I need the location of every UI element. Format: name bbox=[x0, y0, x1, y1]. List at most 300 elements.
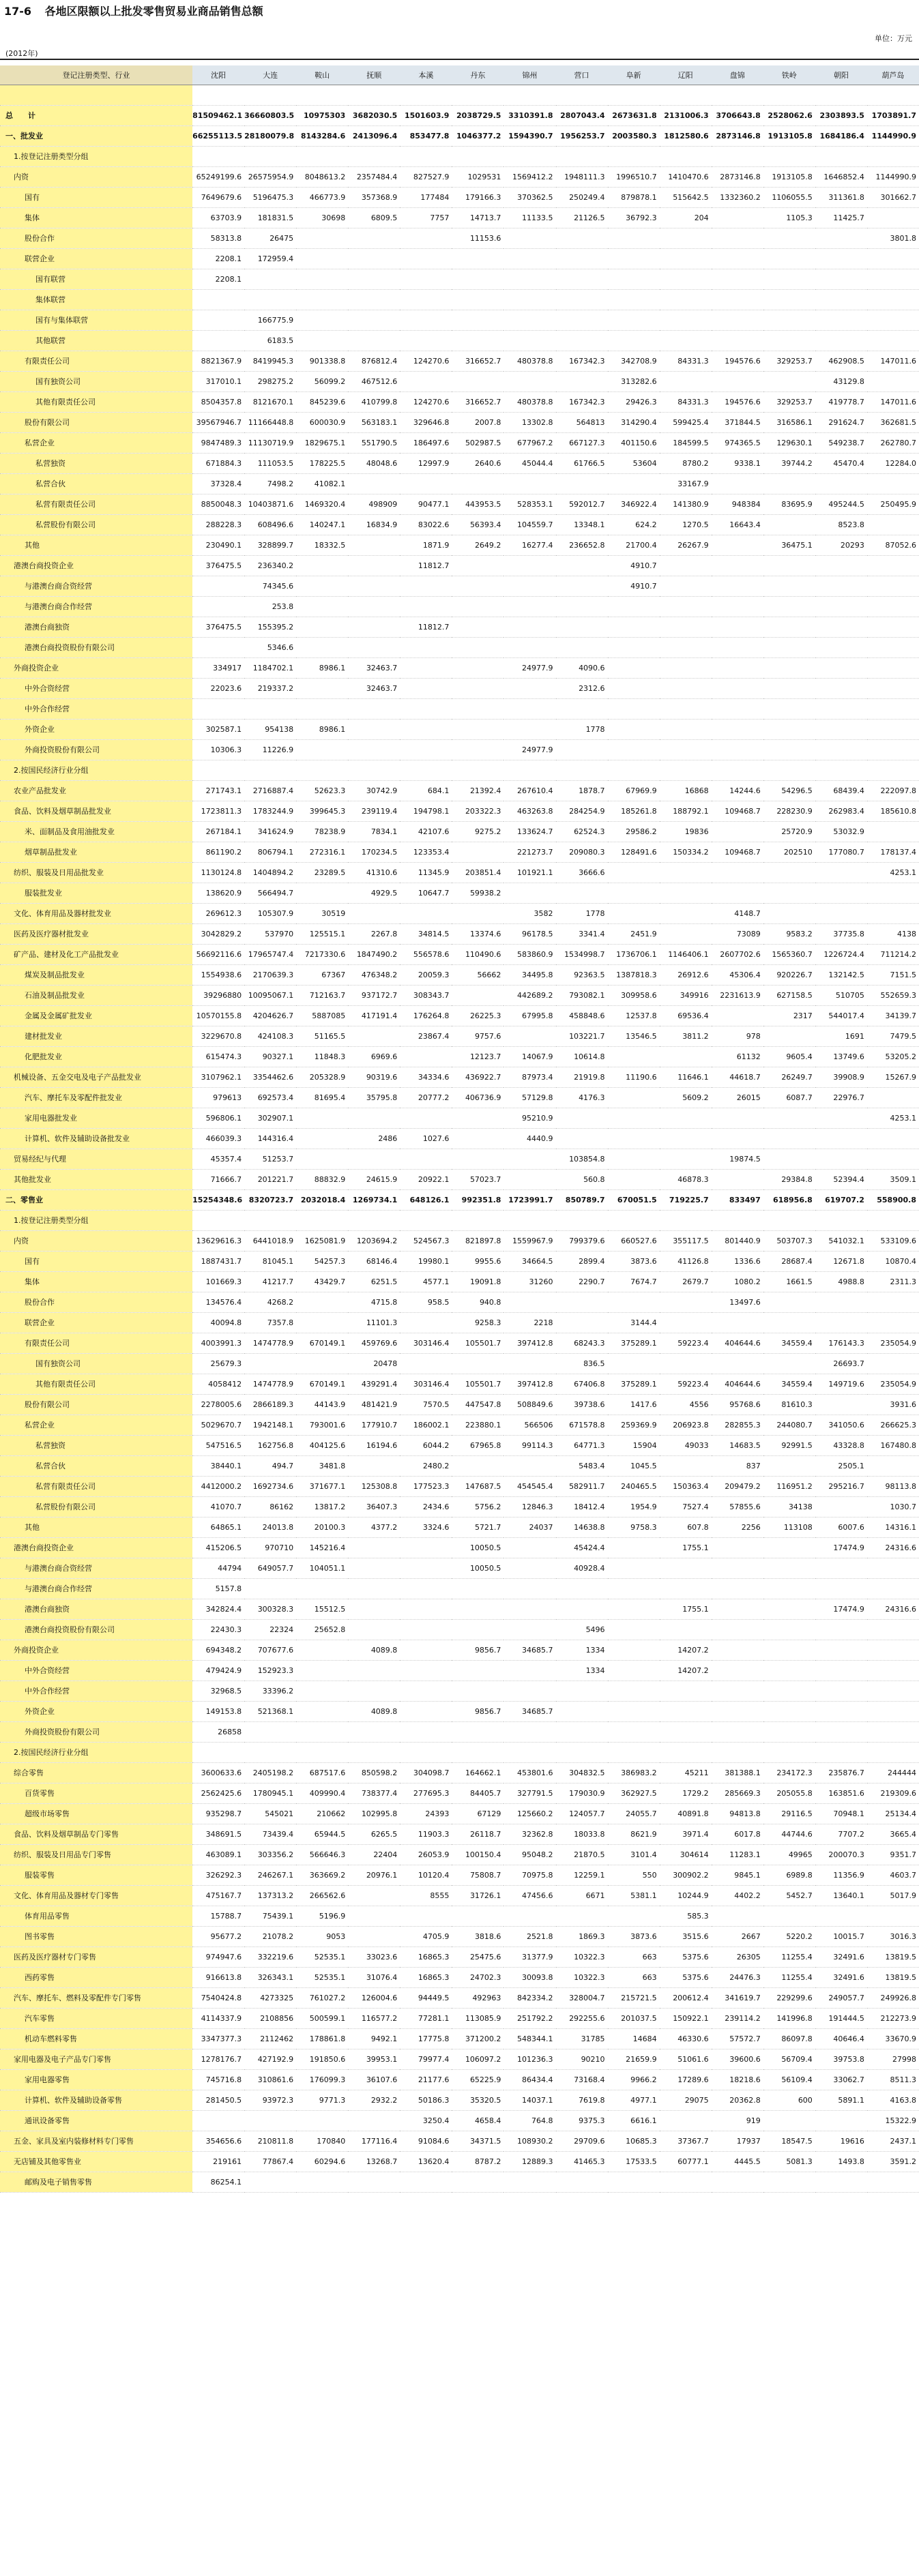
value-cell: 1887431.7 bbox=[192, 1252, 244, 1272]
value-cell bbox=[815, 720, 867, 740]
row-label: 国有独资公司 bbox=[0, 1354, 192, 1374]
value-cell bbox=[192, 760, 244, 781]
value-cell: 524567.3 bbox=[400, 1231, 452, 1252]
value-cell bbox=[556, 638, 608, 658]
value-cell: 948384 bbox=[712, 494, 763, 515]
value-cell: 177484 bbox=[400, 188, 452, 208]
value-cell: 5887085 bbox=[296, 1006, 348, 1026]
value-cell: 16194.6 bbox=[348, 1436, 400, 1456]
value-cell: 17474.9 bbox=[815, 1599, 867, 1620]
value-cell: 21177.6 bbox=[400, 2070, 452, 2090]
value-cell bbox=[452, 1211, 504, 1231]
value-cell: 3481.8 bbox=[296, 1456, 348, 1477]
value-cell bbox=[556, 1743, 608, 1763]
value-cell: 9492.1 bbox=[348, 2029, 400, 2049]
value-cell: 2038729.5 bbox=[452, 106, 504, 126]
value-cell bbox=[244, 699, 296, 720]
value-cell bbox=[867, 1620, 919, 1640]
value-cell bbox=[867, 208, 919, 228]
value-cell: 2405198.2 bbox=[244, 1763, 296, 1783]
table-row bbox=[0, 1190, 919, 1211]
value-cell: 11903.3 bbox=[400, 1824, 452, 1845]
row-label: 1.按登记注册类型分组 bbox=[0, 147, 192, 167]
value-cell bbox=[660, 1558, 712, 1579]
value-cell: 309958.6 bbox=[608, 986, 660, 1006]
table-row bbox=[0, 1211, 919, 1231]
value-cell bbox=[660, 1149, 712, 1170]
value-cell bbox=[815, 679, 867, 699]
table-row bbox=[0, 1108, 919, 1129]
value-cell bbox=[712, 2172, 763, 2193]
value-cell bbox=[660, 2111, 712, 2131]
table-row bbox=[0, 290, 919, 310]
value-cell: 90327.1 bbox=[244, 1047, 296, 1067]
value-cell: 29426.3 bbox=[608, 392, 660, 413]
value-cell: 1105.3 bbox=[763, 208, 815, 228]
row-label: 股份合作 bbox=[0, 1292, 192, 1313]
value-cell: 181831.5 bbox=[244, 208, 296, 228]
value-cell: 24702.3 bbox=[452, 1968, 504, 1988]
row-label: 私营独资 bbox=[0, 1436, 192, 1456]
value-cell bbox=[815, 1743, 867, 1763]
table-row bbox=[0, 1231, 919, 1252]
table-row bbox=[0, 1354, 919, 1374]
value-cell bbox=[660, 924, 712, 945]
table-row bbox=[0, 310, 919, 331]
value-cell: 3873.6 bbox=[608, 1252, 660, 1272]
value-cell: 14638.8 bbox=[556, 1518, 608, 1538]
value-cell: 51253.7 bbox=[244, 1149, 296, 1170]
value-cell bbox=[348, 1620, 400, 1640]
value-cell: 95768.6 bbox=[712, 1395, 763, 1415]
value-cell: 113085.9 bbox=[452, 2009, 504, 2029]
value-cell bbox=[556, 1129, 608, 1149]
value-cell: 34495.8 bbox=[504, 965, 555, 986]
value-cell: 210662 bbox=[296, 1804, 348, 1824]
row-label: 西药零售 bbox=[0, 1968, 192, 1988]
value-cell: 876812.4 bbox=[348, 351, 400, 372]
value-cell bbox=[660, 1620, 712, 1640]
value-cell: 1829675.1 bbox=[296, 433, 348, 454]
row-label: 汽车、摩托车及零配件批发业 bbox=[0, 1088, 192, 1108]
table-row bbox=[0, 945, 919, 965]
value-cell: 6251.5 bbox=[348, 1272, 400, 1292]
value-cell bbox=[296, 228, 348, 249]
value-cell: 10120.4 bbox=[400, 1865, 452, 1886]
value-cell: 2673631.8 bbox=[608, 106, 660, 126]
value-cell: 24055.7 bbox=[608, 1804, 660, 1824]
value-cell: 137313.2 bbox=[244, 1886, 296, 1906]
value-cell: 4603.7 bbox=[867, 1865, 919, 1886]
value-cell: 235876.7 bbox=[815, 1763, 867, 1783]
value-cell: 16868 bbox=[660, 781, 712, 801]
table-row bbox=[0, 249, 919, 269]
value-cell bbox=[815, 1129, 867, 1149]
value-cell: 551790.5 bbox=[348, 433, 400, 454]
value-cell: 8621.9 bbox=[608, 1824, 660, 1845]
row-label: 石油及制品批发业 bbox=[0, 986, 192, 1006]
value-cell: 10050.5 bbox=[452, 1558, 504, 1579]
row-label: 港澳台商独资 bbox=[0, 1599, 192, 1620]
value-cell: 152923.3 bbox=[244, 1661, 296, 1681]
value-cell bbox=[712, 535, 763, 556]
value-cell: 302907.1 bbox=[244, 1108, 296, 1129]
value-cell bbox=[556, 2172, 608, 2193]
value-cell: 36792.3 bbox=[608, 208, 660, 228]
value-cell: 25679.3 bbox=[192, 1354, 244, 1374]
value-cell: 311361.8 bbox=[815, 188, 867, 208]
value-cell: 39600.6 bbox=[712, 2049, 763, 2070]
value-cell bbox=[763, 515, 815, 535]
value-cell bbox=[296, 2172, 348, 2193]
value-cell: 648126.1 bbox=[400, 1190, 452, 1211]
value-cell: 35320.5 bbox=[452, 2090, 504, 2111]
value-cell: 56099.2 bbox=[296, 372, 348, 392]
value-cell bbox=[867, 883, 919, 904]
value-cell: 244444 bbox=[867, 1763, 919, 1783]
value-cell: 34685.7 bbox=[504, 1702, 555, 1722]
value-cell: 304098.7 bbox=[400, 1763, 452, 1783]
value-cell bbox=[867, 699, 919, 720]
value-cell: 17937 bbox=[712, 2131, 763, 2152]
value-cell bbox=[660, 147, 712, 167]
value-cell: 1410470.6 bbox=[660, 167, 712, 188]
value-cell: 5029670.7 bbox=[192, 1415, 244, 1436]
value-cell: 618956.8 bbox=[763, 1190, 815, 1211]
value-cell: 30519 bbox=[296, 904, 348, 924]
column-header-city: 阜新 bbox=[608, 65, 660, 85]
row-label: 中外合作经营 bbox=[0, 1681, 192, 1702]
table-row bbox=[0, 822, 919, 842]
value-cell: 170840 bbox=[296, 2131, 348, 2152]
value-cell bbox=[867, 576, 919, 597]
value-cell bbox=[815, 1313, 867, 1333]
value-cell: 1847490.2 bbox=[348, 945, 400, 965]
value-cell: 3101.4 bbox=[608, 1845, 660, 1865]
value-cell: 9847489.3 bbox=[192, 433, 244, 454]
value-cell bbox=[712, 1313, 763, 1333]
value-cell: 1203694.2 bbox=[348, 1231, 400, 1252]
value-cell: 32463.7 bbox=[348, 658, 400, 679]
value-cell: 53205.2 bbox=[867, 1047, 919, 1067]
table-row bbox=[0, 2070, 919, 2090]
value-cell: 304832.5 bbox=[556, 1763, 608, 1783]
table-row bbox=[0, 1620, 919, 1640]
value-cell bbox=[400, 249, 452, 269]
value-cell: 1956253.7 bbox=[556, 126, 608, 147]
value-cell: 9845.1 bbox=[712, 1865, 763, 1886]
value-cell bbox=[348, 617, 400, 638]
value-cell: 548344.1 bbox=[504, 2029, 555, 2049]
value-cell: 845239.6 bbox=[296, 392, 348, 413]
value-cell bbox=[763, 1211, 815, 1231]
value-cell: 566646.3 bbox=[296, 1845, 348, 1865]
value-cell: 64865.1 bbox=[192, 1518, 244, 1538]
value-cell bbox=[452, 310, 504, 331]
value-cell: 90319.6 bbox=[348, 1067, 400, 1088]
value-cell: 266625.3 bbox=[867, 1415, 919, 1436]
value-cell: 269612.3 bbox=[192, 904, 244, 924]
value-cell: 566506 bbox=[504, 1415, 555, 1436]
value-cell bbox=[815, 863, 867, 883]
value-cell: 9955.6 bbox=[452, 1252, 504, 1272]
value-cell bbox=[712, 1170, 763, 1190]
table-row bbox=[0, 576, 919, 597]
value-cell bbox=[608, 1702, 660, 1722]
value-cell bbox=[400, 1538, 452, 1558]
value-cell: 454545.4 bbox=[504, 1477, 555, 1497]
value-cell bbox=[763, 1743, 815, 1763]
value-cell bbox=[608, 863, 660, 883]
row-label: 家用电器零售 bbox=[0, 2070, 192, 2090]
value-cell bbox=[452, 699, 504, 720]
value-cell: 177523.3 bbox=[400, 1477, 452, 1497]
table-row bbox=[0, 372, 919, 392]
value-cell: 1755.1 bbox=[660, 1538, 712, 1558]
value-cell: 69536.4 bbox=[660, 1006, 712, 1026]
value-cell bbox=[504, 1292, 555, 1313]
value-cell bbox=[296, 331, 348, 351]
value-cell: 10403871.6 bbox=[244, 494, 296, 515]
value-cell bbox=[504, 1211, 555, 1231]
value-cell bbox=[504, 1538, 555, 1558]
value-cell: 712163.7 bbox=[296, 986, 348, 1006]
value-cell: 624.2 bbox=[608, 515, 660, 535]
value-cell: 155395.2 bbox=[244, 617, 296, 638]
value-cell: 992351.8 bbox=[452, 1190, 504, 1211]
value-cell bbox=[452, 556, 504, 576]
value-cell: 3310391.8 bbox=[504, 106, 555, 126]
value-cell: 4114337.9 bbox=[192, 2009, 244, 2029]
value-cell: 31076.4 bbox=[348, 1968, 400, 1988]
value-cell: 40928.4 bbox=[556, 1558, 608, 1579]
value-cell: 235054.9 bbox=[867, 1374, 919, 1395]
value-cell bbox=[348, 576, 400, 597]
value-cell: 105501.7 bbox=[452, 1333, 504, 1354]
value-cell: 821897.8 bbox=[452, 1231, 504, 1252]
value-cell: 70975.8 bbox=[504, 1865, 555, 1886]
row-label: 医药及医疗器材批发业 bbox=[0, 924, 192, 945]
value-cell: 2170639.3 bbox=[244, 965, 296, 986]
value-cell: 144316.4 bbox=[244, 1129, 296, 1149]
value-cell: 94813.8 bbox=[712, 1804, 763, 1824]
row-label: 内资 bbox=[0, 167, 192, 188]
value-cell: 7674.7 bbox=[608, 1272, 660, 1292]
value-cell bbox=[296, 1354, 348, 1374]
value-cell bbox=[244, 147, 296, 167]
value-cell bbox=[867, 1088, 919, 1108]
value-cell bbox=[712, 863, 763, 883]
value-cell: 2267.8 bbox=[348, 924, 400, 945]
value-cell: 2451.9 bbox=[608, 924, 660, 945]
value-cell bbox=[712, 1681, 763, 1702]
value-cell: 19836 bbox=[660, 822, 712, 842]
value-cell: 250249.4 bbox=[556, 188, 608, 208]
value-cell: 98113.8 bbox=[867, 1477, 919, 1497]
value-cell bbox=[400, 740, 452, 760]
value-cell: 10975303 bbox=[296, 106, 348, 126]
row-label: 港澳台商投资股份有限公司 bbox=[0, 638, 192, 658]
value-cell: 419778.7 bbox=[815, 392, 867, 413]
value-cell bbox=[660, 1743, 712, 1763]
value-cell: 178225.5 bbox=[296, 454, 348, 474]
value-cell bbox=[400, 1722, 452, 1743]
table-row bbox=[0, 1702, 919, 1722]
value-cell: 93972.3 bbox=[244, 2090, 296, 2111]
value-cell: 12671.8 bbox=[815, 1252, 867, 1272]
row-label: 中外合作经营 bbox=[0, 699, 192, 720]
value-cell: 65225.9 bbox=[452, 2070, 504, 2090]
value-cell: 8986.1 bbox=[296, 658, 348, 679]
row-label: 超级市场零售 bbox=[0, 1804, 192, 1824]
value-cell: 4138 bbox=[867, 924, 919, 945]
value-cell bbox=[348, 1722, 400, 1743]
value-cell: 3706643.8 bbox=[712, 106, 763, 126]
value-cell: 8419945.3 bbox=[244, 351, 296, 372]
value-cell bbox=[400, 597, 452, 617]
table-row bbox=[0, 188, 919, 208]
value-cell bbox=[763, 617, 815, 638]
value-cell bbox=[815, 1558, 867, 1579]
value-cell: 47456.6 bbox=[504, 1886, 555, 1906]
value-cell: 219309.6 bbox=[867, 1783, 919, 1804]
value-cell: 585.3 bbox=[660, 1906, 712, 1927]
value-cell bbox=[608, 1538, 660, 1558]
value-cell bbox=[348, 597, 400, 617]
value-cell: 15788.7 bbox=[192, 1906, 244, 1927]
value-cell: 4577.1 bbox=[400, 1272, 452, 1292]
value-cell: 6007.6 bbox=[815, 1518, 867, 1538]
row-label: 其他 bbox=[0, 535, 192, 556]
value-cell: 11646.1 bbox=[660, 1067, 712, 1088]
value-cell bbox=[815, 699, 867, 720]
value-cell: 1106055.5 bbox=[763, 188, 815, 208]
value-cell: 563183.1 bbox=[348, 413, 400, 433]
table-row bbox=[0, 1129, 919, 1149]
table-row bbox=[0, 1292, 919, 1313]
table-row bbox=[0, 1763, 919, 1783]
value-cell: 8121670.1 bbox=[244, 392, 296, 413]
table-row bbox=[0, 1252, 919, 1272]
value-cell: 3931.6 bbox=[867, 1395, 919, 1415]
value-cell bbox=[608, 699, 660, 720]
value-cell: 60294.6 bbox=[296, 2152, 348, 2172]
value-cell: 404125.6 bbox=[296, 1436, 348, 1456]
value-cell bbox=[608, 883, 660, 904]
value-cell bbox=[660, 1456, 712, 1477]
table-row bbox=[0, 1824, 919, 1845]
value-cell: 2032018.4 bbox=[296, 1190, 348, 1211]
value-cell: 65944.5 bbox=[296, 1824, 348, 1845]
value-cell: 40891.8 bbox=[660, 1804, 712, 1824]
value-cell: 24316.6 bbox=[867, 1538, 919, 1558]
value-cell: 4715.8 bbox=[348, 1292, 400, 1313]
value-cell bbox=[867, 372, 919, 392]
value-cell: 2278005.6 bbox=[192, 1395, 244, 1415]
value-cell: 40646.4 bbox=[815, 2029, 867, 2049]
value-cell bbox=[504, 556, 555, 576]
value-cell: 342824.4 bbox=[192, 1599, 244, 1620]
value-cell bbox=[244, 85, 296, 106]
value-cell bbox=[867, 1558, 919, 1579]
value-cell: 32463.7 bbox=[348, 679, 400, 699]
value-cell: 564813 bbox=[556, 413, 608, 433]
value-cell bbox=[867, 556, 919, 576]
row-label: 外资企业 bbox=[0, 720, 192, 740]
row-label: 外商投资企业 bbox=[0, 1640, 192, 1661]
value-cell: 123353.4 bbox=[400, 842, 452, 863]
value-cell bbox=[712, 1579, 763, 1599]
value-cell bbox=[296, 1640, 348, 1661]
value-cell: 31785 bbox=[556, 2029, 608, 2049]
value-cell: 34334.6 bbox=[400, 1067, 452, 1088]
table-row bbox=[0, 1272, 919, 1292]
value-cell bbox=[660, 1702, 712, 1722]
value-cell: 607.8 bbox=[660, 1518, 712, 1538]
value-cell: 1625081.9 bbox=[296, 1231, 348, 1252]
row-label: 国有联营 bbox=[0, 269, 192, 290]
value-cell: 4253.1 bbox=[867, 863, 919, 883]
value-cell: 303146.4 bbox=[400, 1333, 452, 1354]
value-cell: 19616 bbox=[815, 2131, 867, 2152]
value-cell bbox=[296, 679, 348, 699]
value-cell: 21392.4 bbox=[452, 781, 504, 801]
value-cell bbox=[763, 863, 815, 883]
value-cell: 2562425.6 bbox=[192, 1783, 244, 1804]
value-cell bbox=[504, 1149, 555, 1170]
value-cell: 29709.6 bbox=[556, 2131, 608, 2152]
value-cell bbox=[763, 1661, 815, 1681]
value-cell: 34685.7 bbox=[504, 1640, 555, 1661]
value-cell: 11255.4 bbox=[763, 1968, 815, 1988]
value-cell: 466773.9 bbox=[296, 188, 348, 208]
value-cell bbox=[348, 1927, 400, 1947]
value-cell bbox=[815, 269, 867, 290]
value-cell bbox=[348, 1108, 400, 1129]
value-cell: 7649679.6 bbox=[192, 188, 244, 208]
value-cell: 1045.5 bbox=[608, 1456, 660, 1477]
row-label: 煤炭及制品批发业 bbox=[0, 965, 192, 986]
value-cell bbox=[452, 1722, 504, 1743]
value-cell: 4268.2 bbox=[244, 1292, 296, 1313]
value-cell: 209080.3 bbox=[556, 842, 608, 863]
value-cell bbox=[660, 372, 712, 392]
value-cell bbox=[660, 1313, 712, 1333]
value-cell: 194798.1 bbox=[400, 801, 452, 822]
value-cell bbox=[608, 249, 660, 269]
value-cell: 2413096.4 bbox=[348, 126, 400, 147]
value-cell bbox=[867, 1292, 919, 1313]
row-label: 二、零售业 bbox=[0, 1190, 192, 1211]
row-label: 港澳台商投资企业 bbox=[0, 556, 192, 576]
table-row bbox=[0, 1988, 919, 2009]
value-cell bbox=[400, 760, 452, 781]
value-cell: 10306.3 bbox=[192, 740, 244, 760]
value-cell bbox=[192, 147, 244, 167]
value-cell: 329253.7 bbox=[763, 392, 815, 413]
row-label: 2.按国民经济行业分组 bbox=[0, 1743, 192, 1763]
value-cell bbox=[452, 249, 504, 269]
value-cell bbox=[504, 1579, 555, 1599]
value-cell bbox=[660, 1108, 712, 1129]
value-cell: 194576.6 bbox=[712, 392, 763, 413]
value-cell: 14037.1 bbox=[504, 2090, 555, 2111]
value-cell: 13817.2 bbox=[296, 1497, 348, 1518]
value-cell: 230490.1 bbox=[192, 535, 244, 556]
row-label: 五金、家具及室内装修材料专门零售 bbox=[0, 2131, 192, 2152]
value-cell: 12123.7 bbox=[452, 1047, 504, 1067]
value-cell bbox=[400, 474, 452, 494]
